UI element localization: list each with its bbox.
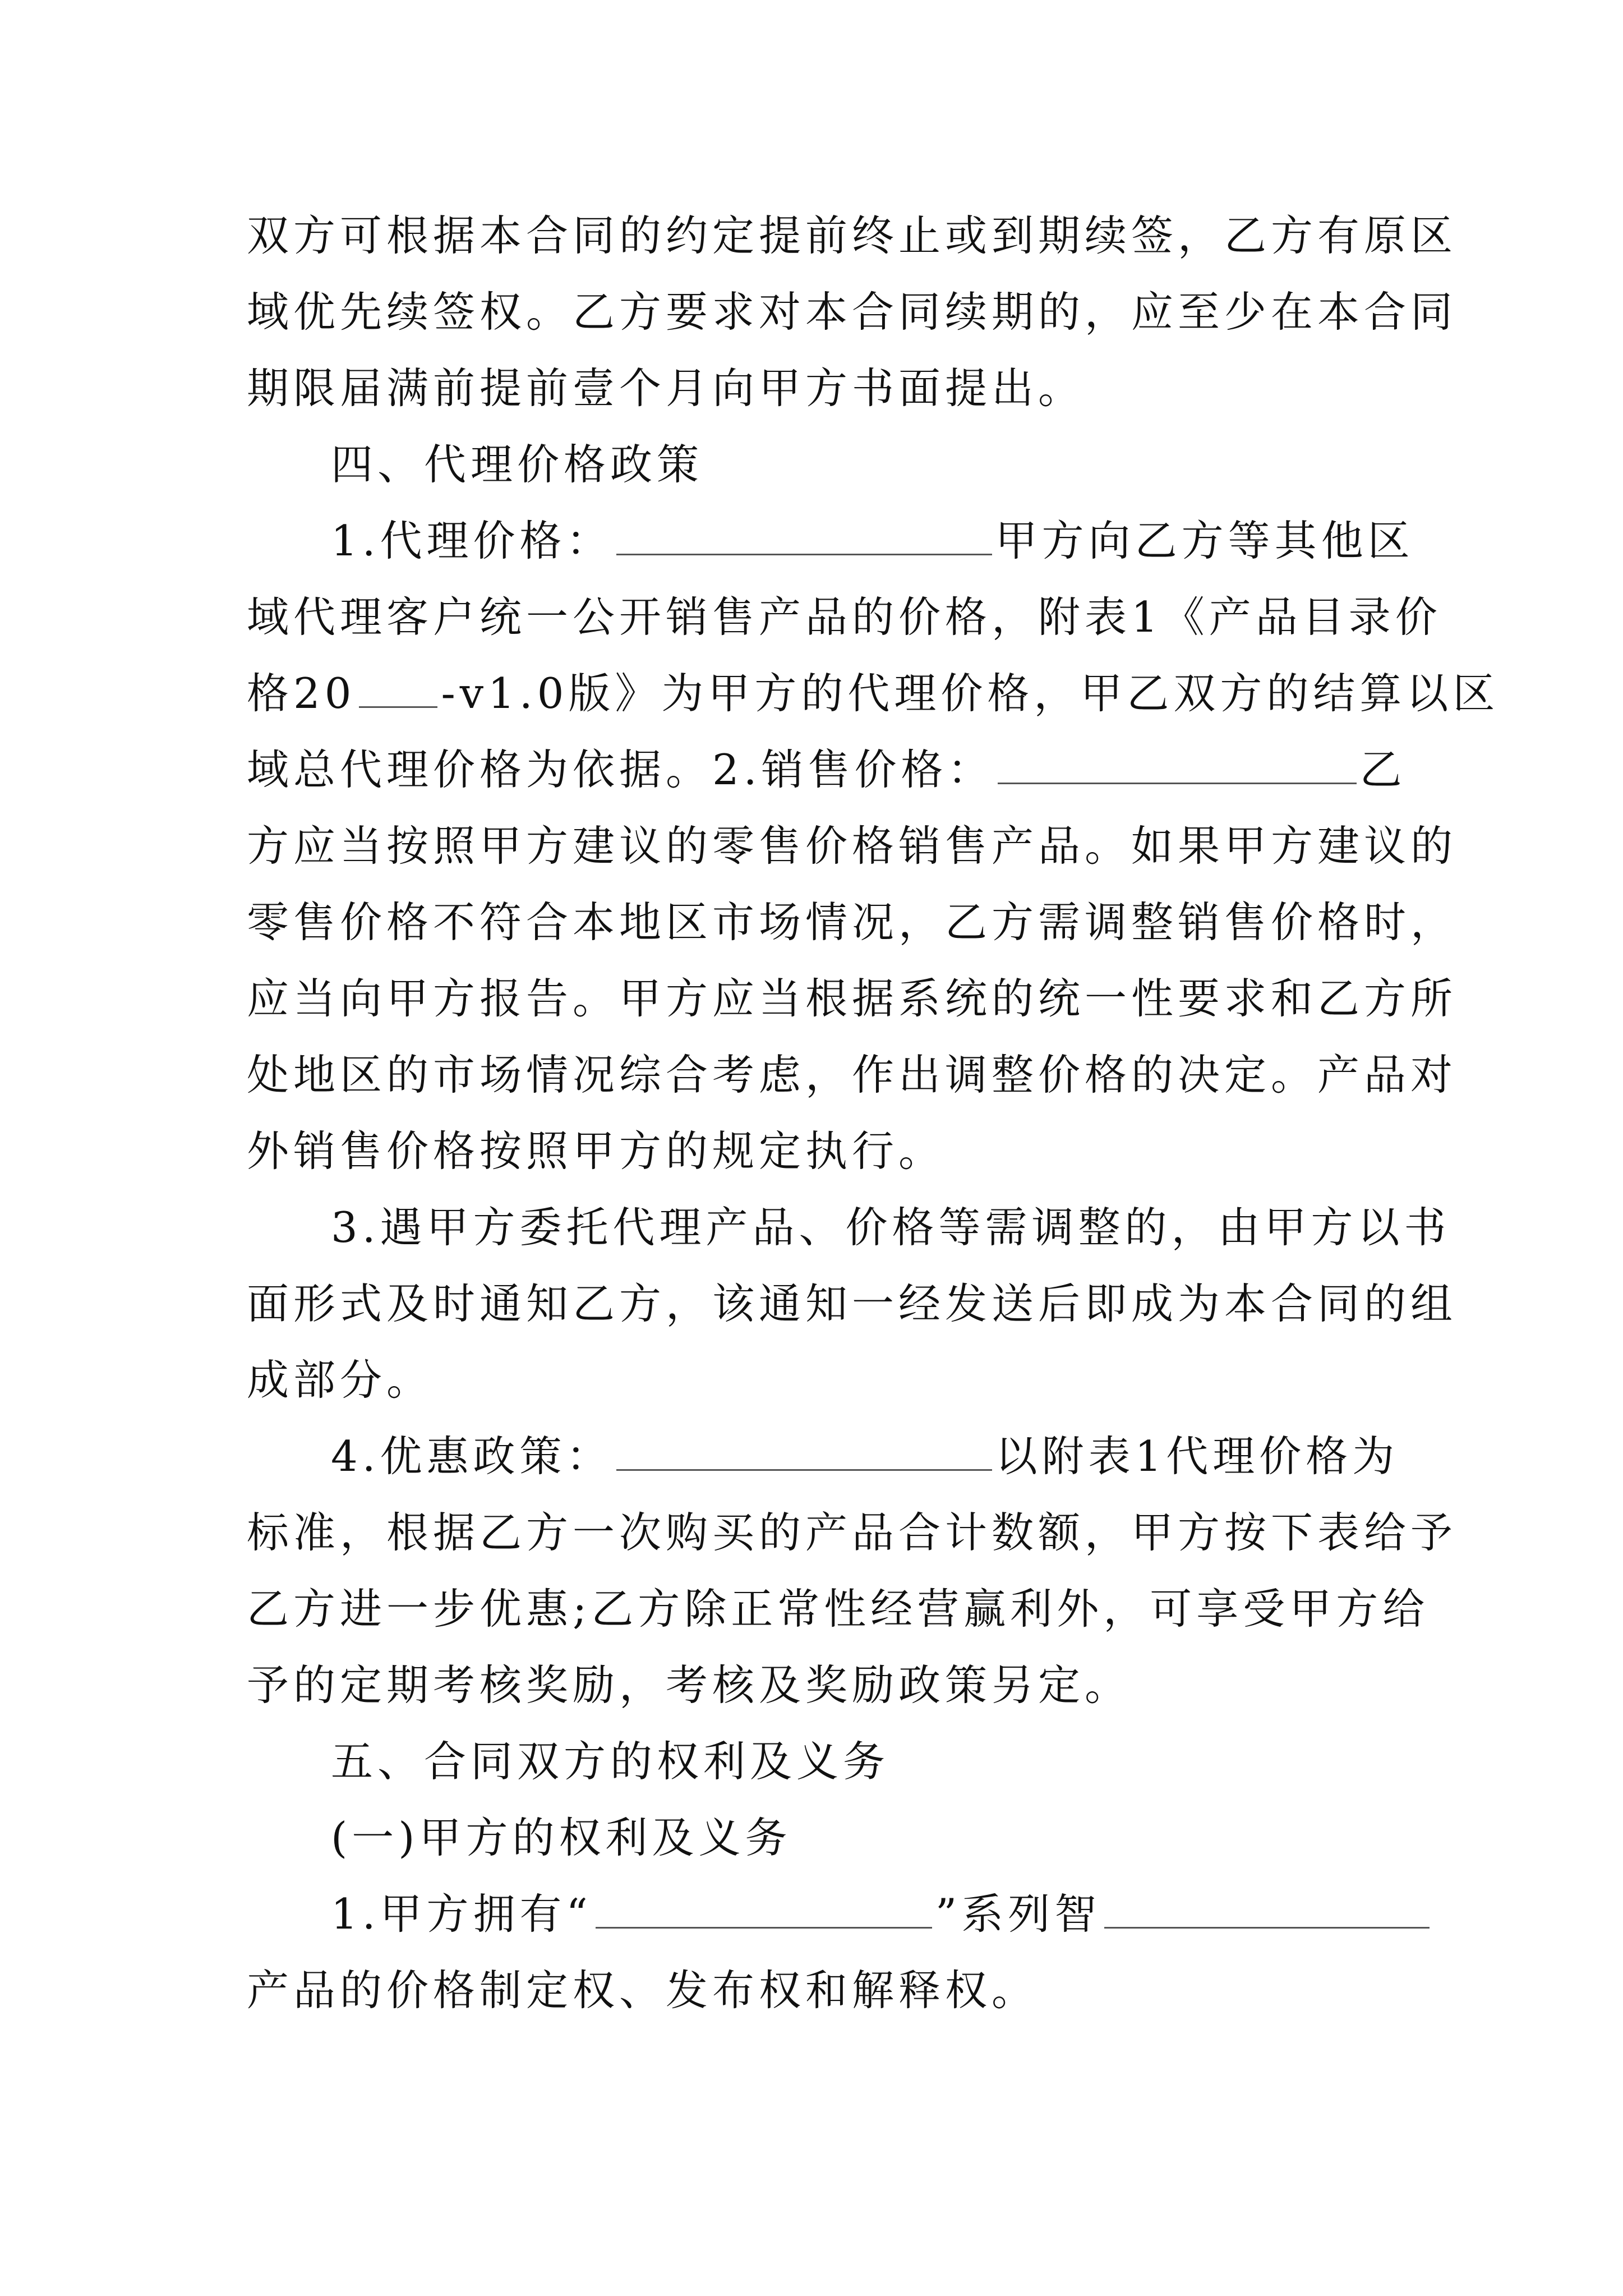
line-text: 予的定期考核奖励，考核及奖励政策另定。 bbox=[247, 1660, 1132, 1710]
paragraph-line bbox=[247, 1189, 1451, 1266]
paragraph-line bbox=[247, 1037, 1458, 1113]
line-text: 面形式及时通知乙方，该通知一经发送后即成为本合同的组 bbox=[247, 1279, 1458, 1328]
paragraph-line bbox=[247, 1342, 1374, 1418]
paragraph-line bbox=[247, 1266, 1458, 1342]
line-text: 域总代理价格为依据。2.销售价格： bbox=[247, 745, 994, 794]
subsection-heading bbox=[247, 1800, 1374, 1876]
line-text: 双方可根据本合同的约定提前终止或到期续签，乙方有原区 bbox=[247, 211, 1458, 260]
paragraph-line bbox=[247, 350, 1374, 426]
line-text: 4.优惠政策： bbox=[331, 1432, 613, 1481]
paragraph-line bbox=[247, 884, 1458, 960]
paragraph-line bbox=[247, 1494, 1458, 1571]
line-text: 处地区的市场情况综合考虑，作出调整价格的决定。产品对 bbox=[247, 1050, 1458, 1099]
heading-text: (一)甲方的权利及义务 bbox=[331, 1813, 792, 1862]
paragraph-line bbox=[247, 1113, 1374, 1189]
paragraph-line bbox=[247, 655, 1500, 731]
paragraph-line bbox=[247, 1876, 1374, 1952]
paragraph-line bbox=[247, 731, 1407, 808]
line-text: -v1.0版》为甲方的代理价格，甲乙双方的结算以区 bbox=[441, 669, 1500, 718]
line-text: 格20 bbox=[247, 669, 356, 718]
line-text: ”系列智 bbox=[935, 1889, 1101, 1939]
line-text: 应当向甲方报告。甲方应当根据系统的统一性要求和乙方所 bbox=[247, 974, 1458, 1023]
paragraph-line bbox=[247, 960, 1458, 1037]
line-text: 1.代理价格： bbox=[331, 516, 613, 565]
paragraph-line bbox=[247, 274, 1458, 350]
line-text: 乙方进一步优惠;乙方除正常性经营赢利外，可享受甲方给 bbox=[247, 1584, 1430, 1634]
section-heading bbox=[247, 1723, 1374, 1800]
line-text: 成部分。 bbox=[247, 1355, 434, 1405]
paragraph-line bbox=[247, 503, 1414, 579]
line-text: 期限届满前提前壹个月向甲方书面提出。 bbox=[247, 364, 1085, 413]
heading-text: 四、代理价格政策 bbox=[331, 440, 704, 489]
paragraph-line bbox=[247, 1647, 1374, 1723]
paragraph-line bbox=[247, 1571, 1430, 1647]
line-text: 方应当按照甲方建议的零售价格销售产品。如果甲方建议的 bbox=[247, 821, 1458, 871]
blank-field bbox=[1104, 1888, 1430, 1929]
blank-field bbox=[616, 514, 992, 555]
paragraph-line bbox=[247, 197, 1458, 274]
line-text: 1.甲方拥有“ bbox=[331, 1889, 592, 1939]
paragraph-line bbox=[247, 579, 1442, 655]
paragraph-line bbox=[247, 1418, 1399, 1494]
line-text: 零售价格不符合本地区市场情况，乙方需调整销售价格时， bbox=[247, 898, 1458, 947]
line-text: 标准，根据乙方一次购买的产品合计数额，甲方按下表给予 bbox=[247, 1508, 1458, 1557]
line-text: 3.遇甲方委托代理产品、价格等需调整的，由甲方以书 bbox=[331, 1203, 1451, 1252]
heading-text: 五、合同双方的权利及义务 bbox=[331, 1737, 890, 1786]
blank-field bbox=[616, 1430, 992, 1471]
section-heading bbox=[247, 426, 1374, 503]
line-text: 乙 bbox=[1359, 745, 1407, 794]
line-text: 域优先续签权。乙方要求对本合同续期的，应至少在本合同 bbox=[247, 287, 1458, 337]
line-text: 以附表1代理价格为 bbox=[995, 1432, 1399, 1481]
line-text: 甲方向乙方等其他区 bbox=[995, 516, 1414, 565]
blank-field bbox=[596, 1888, 932, 1929]
line-text: 外销售价格按照甲方的规定执行。 bbox=[247, 1126, 946, 1176]
blank-field bbox=[998, 743, 1357, 784]
paragraph-line bbox=[247, 1952, 1374, 2028]
contract-body bbox=[247, 197, 1500, 2028]
line-text: 域代理客户统一公开销售产品的价格，附表1《产品目录价 bbox=[247, 592, 1442, 642]
line-text: 产品的价格制定权、发布权和解释权。 bbox=[247, 1966, 1039, 2015]
paragraph-line bbox=[247, 808, 1458, 884]
blank-field bbox=[359, 667, 437, 708]
